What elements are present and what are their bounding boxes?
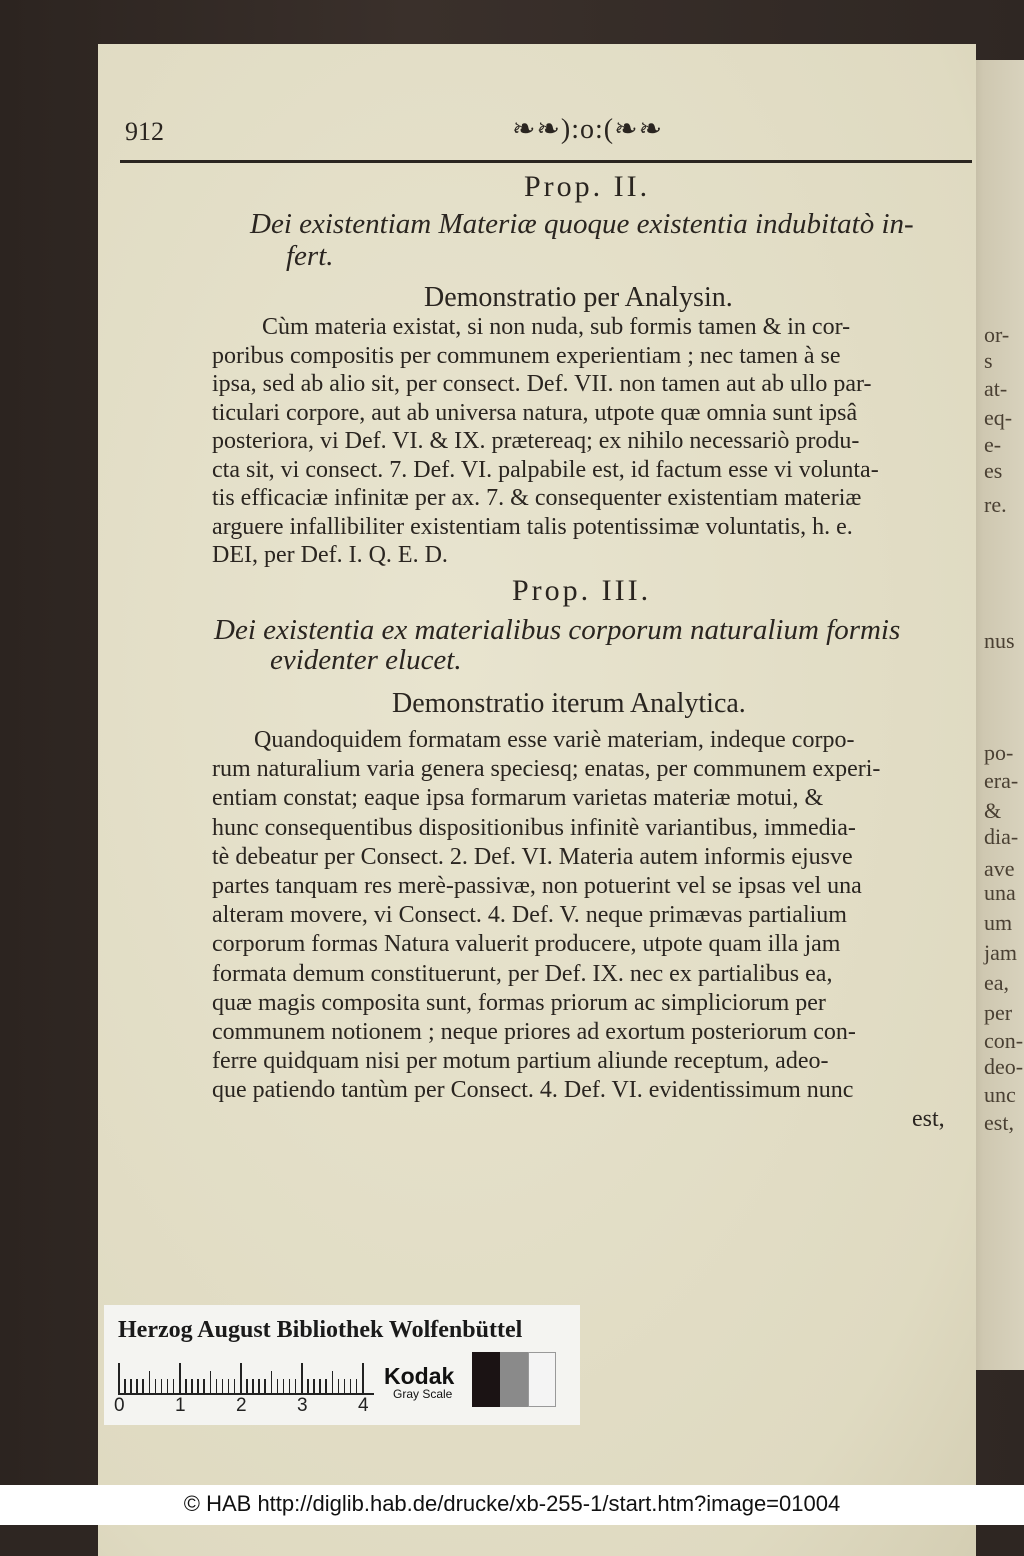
- ruler-tick: [338, 1379, 340, 1393]
- body-line: DEI, per Def. I. Q. E. D.: [212, 542, 448, 568]
- facing-page-fragment: po-: [984, 740, 1014, 765]
- body-line: alteram movere, vi Consect. 4. Def. V. neque primævas partialium: [212, 902, 847, 929]
- ruler-tick: [167, 1379, 169, 1393]
- ruler-tick: [325, 1379, 327, 1393]
- prop-3-statement-line-2: evidenter elucet.: [270, 644, 462, 676]
- facing-page-fragment: per: [984, 1000, 1013, 1025]
- facing-page-fragment: era-: [984, 768, 1019, 793]
- body-line: tis efficaciæ infinitæ per ax. 7. & consequenter existentiam materiæ: [212, 485, 862, 511]
- ruler-tick: [350, 1379, 352, 1393]
- ruler-tick: [295, 1379, 297, 1393]
- ruler-tick: [149, 1371, 151, 1393]
- footer-bar: [0, 1485, 1024, 1525]
- gray-scale-label: Gray Scale: [393, 1387, 453, 1401]
- ruler-number: 4: [358, 1395, 369, 1416]
- body-line: Cùm materia existat, si non nuda, sub formis tamen & in cor-: [262, 314, 851, 340]
- ruler-tick: [258, 1379, 260, 1393]
- library-name: Herzog August Bibliothek Wolfenbüttel: [118, 1317, 523, 1343]
- body-line: entiam constat; eaque ipsa formarum varietas materiæ motui, &: [212, 785, 824, 812]
- header-rule: [120, 160, 972, 163]
- gray-swatch-light: [528, 1352, 556, 1407]
- body-line: partes tanquam res merè-passivæ, non potuerint vel se ipsas vel una: [212, 873, 862, 899]
- body-line: ferre quidquam nisi per motum partium aliunde receptum, adeo-: [212, 1048, 829, 1075]
- demonstration-1-heading: Demonstratio per Analysin.: [424, 282, 733, 313]
- header-ornament: ❧❧):o:(❧❧: [512, 114, 664, 145]
- ruler-number: 1: [175, 1395, 186, 1416]
- scale-ruler: [118, 1361, 374, 1395]
- ruler-number: 0: [114, 1395, 125, 1416]
- catchword: est,: [912, 1106, 945, 1132]
- ruler-tick: [210, 1371, 212, 1393]
- demonstration-2-heading: Demonstratio iterum Analytica.: [392, 688, 746, 719]
- ruler-tick: [130, 1379, 132, 1393]
- body-line: hunc consequentibus dispositionibus infinitè variantibus, immedia-: [212, 814, 856, 841]
- facing-page-fragment: dia-: [984, 824, 1019, 849]
- body-line: cta sit, vi consect. 7. Def. VI. palpabile est, id factum esse vi volunta-: [212, 456, 879, 483]
- facing-page-fragment: jam: [984, 940, 1017, 965]
- facing-page-fragment: ave: [984, 856, 1015, 881]
- ruler-tick: [271, 1371, 273, 1393]
- ruler-tick: [161, 1379, 163, 1393]
- ruler-tick: [142, 1379, 144, 1393]
- ruler-tick: [307, 1379, 309, 1393]
- facing-page-fragment: ea,: [984, 970, 1010, 995]
- facing-page-fragment: deo-: [984, 1054, 1024, 1079]
- ruler-tick: [344, 1379, 346, 1393]
- body-line: formata demum constituerunt, per Def. IX. nec ex partialibus ea,: [212, 960, 833, 987]
- ruler-number: 2: [236, 1395, 247, 1416]
- ruler-tick: [136, 1379, 138, 1393]
- body-line: que patiendo tantùm per Consect. 4. Def. VI. evidentissimum nunc: [212, 1077, 854, 1104]
- ruler-tick: [234, 1379, 236, 1393]
- ruler-tick: [264, 1379, 266, 1393]
- ruler-tick: [228, 1379, 230, 1393]
- body-line: Quandoquidem formatam esse variè materiam, indeque corpo-: [254, 727, 855, 753]
- ruler-tick: [203, 1379, 205, 1393]
- ruler-tick: [301, 1363, 303, 1393]
- ruler-tick: [155, 1379, 157, 1393]
- gray-swatch-mid: [500, 1352, 528, 1407]
- copyright-url: © HAB http://diglib.hab.de/drucke/xb-255-1/start.htm?image=01004: [183, 1491, 841, 1516]
- facing-page-fragment: eq-: [984, 405, 1013, 430]
- body-line: poribus compositis per communem experientiam ; nec tamen à se: [212, 342, 841, 369]
- facing-page-fragment: es: [984, 458, 1003, 483]
- ruler-tick: [118, 1363, 120, 1393]
- ruler-tick: [277, 1379, 279, 1393]
- facing-page-fragment: s: [984, 348, 993, 373]
- body-line: quæ magis composita sunt, formas priorum ac simpliciorum per: [212, 989, 826, 1016]
- facing-page-fragment: &: [984, 798, 1002, 823]
- facing-page-fragment: unc: [984, 1082, 1016, 1107]
- body-line: rum naturalium varia genera speciesq; enatas, per communem experi-: [212, 756, 881, 783]
- ruler-tick: [283, 1379, 285, 1393]
- prop-2-heading: Prop. II.: [524, 170, 651, 203]
- facing-page-fragment: est,: [984, 1110, 1014, 1135]
- prop-2-statement-line-1: Dei existentiam Materiæ quoque existentia indubitatò in-: [250, 208, 914, 240]
- body-line: ticulari corpore, aut ab universa natura, utpote quæ omnia sunt ipsâ: [212, 399, 858, 426]
- prop-3-statement-line-1: Dei existentia ex materialibus corporum naturalium formis: [214, 614, 901, 646]
- body-line: corporum formas Natura valuerit producere, utpote quam illa jam: [212, 931, 841, 958]
- ruler-tick: [246, 1379, 248, 1393]
- body-line: ipsa, sed ab alio sit, per consect. Def. VII. non tamen aut ab ullo par-: [212, 371, 872, 397]
- ruler-tick: [179, 1363, 181, 1393]
- ruler-tick: [197, 1379, 199, 1393]
- body-line: arguere infallibiliter existentiam talis potentissimæ voluntatis, h. e.: [212, 513, 853, 540]
- ruler-tick: [185, 1379, 187, 1393]
- facing-page-fragment: or-: [984, 322, 1010, 347]
- body-line: communem notionem ; neque priores ad exortum posteriorum con-: [212, 1019, 856, 1045]
- facing-page-fragment: um: [984, 910, 1013, 935]
- gray-swatch-dark: [472, 1352, 500, 1407]
- ruler-tick: [173, 1379, 175, 1393]
- ruler-tick: [222, 1379, 224, 1393]
- prop-3-heading: Prop. III.: [512, 574, 652, 607]
- kodak-logo: Kodak: [384, 1363, 455, 1389]
- body-line: tè debeatur per Consect. 2. Def. VI. Materia autem informis ejusve: [212, 843, 853, 870]
- ruler-tick: [289, 1379, 291, 1393]
- ruler-numbers: [114, 1395, 384, 1421]
- ruler-tick: [124, 1379, 126, 1393]
- ruler-tick: [216, 1379, 218, 1393]
- body-line: posteriora, vi Def. VI. & IX. prætereaq; ex nihilo necessariò produ-: [212, 428, 860, 454]
- ruler-tick: [362, 1363, 364, 1393]
- ruler-number: 3: [297, 1395, 308, 1416]
- facing-page-fragment: re.: [984, 492, 1007, 517]
- facing-page-fragment: nus: [984, 628, 1015, 653]
- ruler-tick: [252, 1379, 254, 1393]
- facing-page-fragment: at-: [984, 376, 1008, 401]
- page-number: 912: [125, 117, 164, 146]
- ruler-tick: [319, 1379, 321, 1393]
- facing-page-fragment: e-: [984, 432, 1002, 457]
- facing-page-fragment: con-: [984, 1028, 1024, 1053]
- ruler-tick: [191, 1379, 193, 1393]
- ruler-tick: [240, 1363, 242, 1393]
- facing-page-fragment: una: [984, 880, 1016, 905]
- ruler-tick: [313, 1379, 315, 1393]
- ruler-tick: [332, 1371, 334, 1393]
- ruler-tick: [356, 1379, 358, 1393]
- library-color-card: [104, 1305, 580, 1425]
- prop-2-statement-line-2: fert.: [286, 240, 334, 272]
